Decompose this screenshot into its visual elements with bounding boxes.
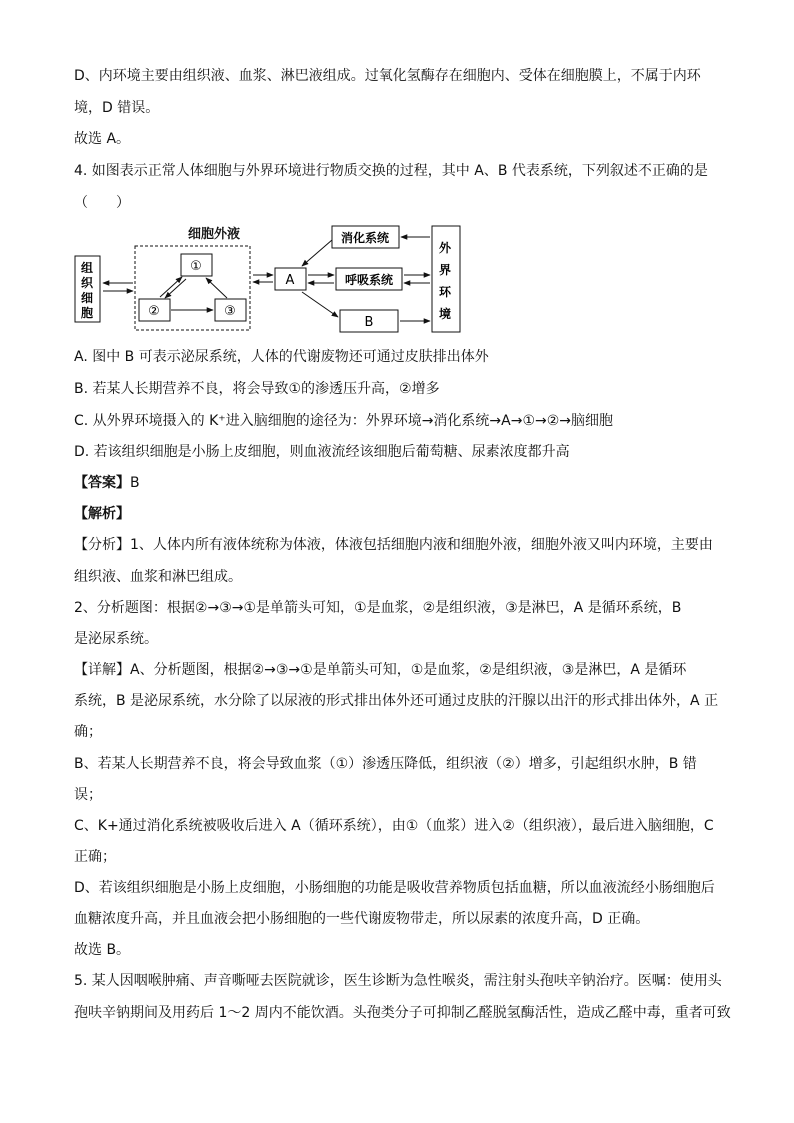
svg-text:呼吸系统: 呼吸系统 [344,273,394,287]
explanation-line: 2、分析题图：根据②→③→①是单箭头可知，①是血浆，②是组织液，③是淋巴，A 是循环系统，B [74,600,682,616]
question-4-stem: 4. 如图表示正常人体细胞与外界环境进行物质交换的过程，其中 A、B 代表系统，下列叙述不正确的是 [74,163,708,179]
exchange-diagram [70,218,470,338]
respiratory-system-box [336,268,402,290]
svg-text:A: A [285,273,295,288]
explanation-line: 确； [74,724,102,740]
analysis-tag: 【解析】 [74,506,130,522]
text-line: 故选 A。 [74,131,131,147]
answer-tag: 【答案】 [74,475,130,491]
node-lymph [215,299,246,321]
svg-text:①: ① [190,259,202,274]
explanation-line: 【详解】A、分析题图，根据②→③→①是单箭头可知，①是血浆，②是组织液，③是淋巴，A 是循环 [74,662,687,678]
explanation-line: 【分析】1、人体内所有液体统称为体液，体液包括细胞内液和细胞外液，细胞外液又叫内环境，主要由 [74,537,713,553]
node-system-b [340,310,398,332]
svg-text:环: 环 [439,285,452,299]
text-line: 境，D 错误。 [74,100,160,116]
svg-text:②: ② [148,304,160,319]
svg-text:组: 组 [81,261,94,275]
explanation-line: 误； [74,787,102,803]
extracellular-fluid-label: 细胞外液 [188,227,241,242]
option-c: C. 从外界环境摄入的 K⁺进入脑细胞的途径为：外界环境→消化系统→A→①→②→脑细胞 [74,413,614,429]
svg-text:境: 境 [439,307,452,321]
answer-value: B [130,475,140,491]
question-5-stem: 孢呋辛钠期间及用药后 1～2 周内不能饮酒。头孢类分子可抑制乙醛脱氢酶活性，造成乙醛中毒，重者可致 [74,1005,731,1021]
explanation-line: 血糖浓度升高，并且血液会把小肠细胞的一些代谢废物带走，所以尿素的浓度升高，D 正确。 [74,911,650,927]
text-line: D、内环境主要由组织液、血浆、淋巴液组成。过氧化氢酶存在细胞内、受体在细胞膜上，不属于内环 [74,68,701,84]
svg-text:织: 织 [81,276,94,290]
svg-text:界: 界 [439,263,452,277]
node-system-a [275,268,306,290]
svg-text:消化系统: 消化系统 [340,231,390,245]
svg-text:③: ③ [224,304,236,319]
node-plasma [181,254,212,276]
explanation-line: 是泌尿系统。 [74,631,158,647]
svg-text:胞: 胞 [81,306,94,320]
svg-text:外: 外 [439,241,452,255]
svg-text:B: B [364,315,374,330]
digestive-system-box [332,226,399,248]
option-a: A. 图中 B 可表示泌尿系统，人体的代谢废物还可通过皮肤排出体外 [74,349,489,365]
explanation-line: C、K+通过消化系统被吸收后进入 A（循环系统），由①（血浆）进入②（组织液），最后进入脑细胞，C [74,818,714,834]
question-5-stem: 5. 某人因咽喉肿痛、声音嘶哑去医院就诊，医生诊断为急性喉炎，需注射头孢呋辛钠治疗。医嘱：使用头 [74,973,722,989]
option-d: D. 若该组织细胞是小肠上皮细胞，则血液流经该细胞后葡萄糖、尿素浓度都升高 [74,444,570,460]
explanation-line: B、若某人长期营养不良，将会导致血浆（①）渗透压降低，组织液（②）增多，引起组织水肿，B 错 [74,756,697,772]
tissue-cell-box [75,256,100,322]
explanation-line: 系统，B 是泌尿系统，水分除了以尿液的形式排出体外还可通过皮肤的汗腺以出汗的形式排出体外，A 正 [74,693,719,709]
external-environment-box [432,226,460,332]
explanation-line: 正确； [74,849,116,865]
explanation-line: 组织液、血浆和淋巴组成。 [74,569,242,585]
answer-blank: （ ） [74,195,130,211]
option-b: B. 若某人长期营养不良，将会导致①的渗透压升高，②增多 [74,381,440,397]
svg-text:细: 细 [81,291,94,305]
answer-line [74,473,140,493]
node-tissue-fluid [139,299,170,321]
explanation-line: D、若该组织细胞是小肠上皮细胞，小肠细胞的功能是吸收营养物质包括血糖，所以血液流经小肠细胞后 [74,880,715,896]
explanation-line: 故选 B。 [74,942,131,958]
